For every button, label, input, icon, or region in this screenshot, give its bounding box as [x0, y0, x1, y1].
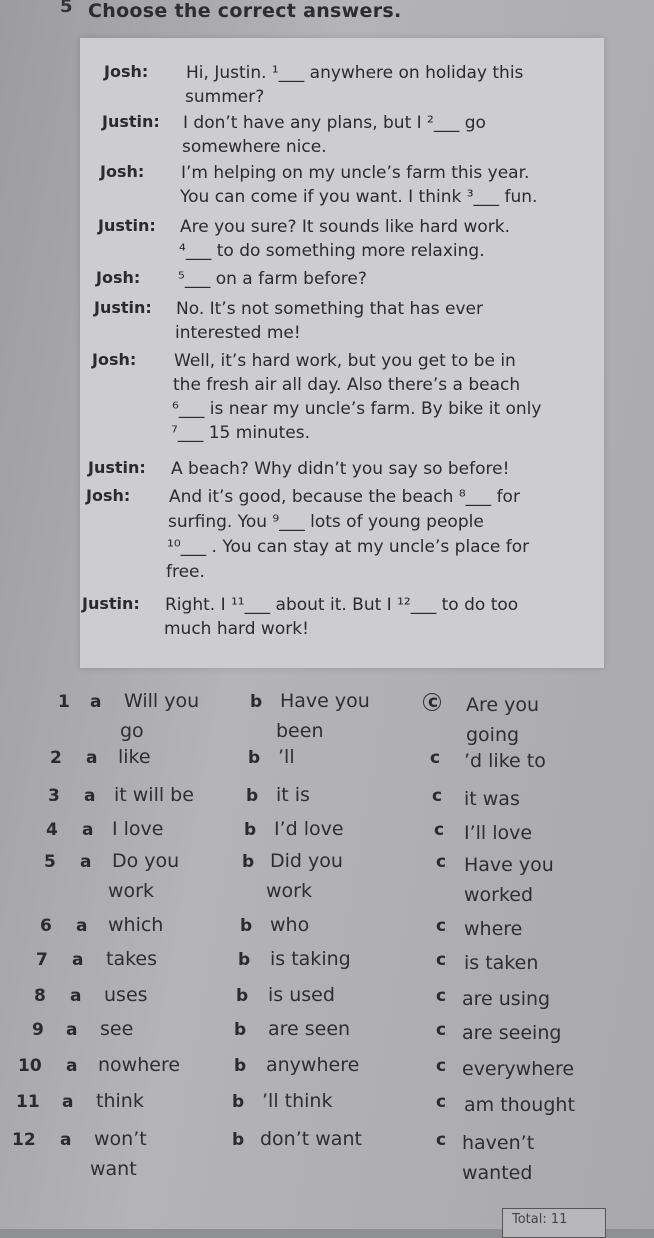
option-letter-a: a: [90, 692, 102, 712]
option-b-text: don’t want: [260, 1128, 362, 1150]
question-number: 2: [50, 748, 62, 768]
option-c-text: Are you: [466, 694, 540, 716]
dialogue-line: I don’t have any plans, but I ²___ go: [183, 113, 486, 133]
dialogue-line: somewhere nice.: [182, 137, 327, 157]
question-number: 6: [40, 916, 52, 936]
speaker-name: Josh:: [100, 162, 145, 181]
dialogue-line: Right. I ¹¹___ about it. But I ¹²___ to do too: [165, 595, 519, 615]
option-b-text: ’ll think: [262, 1090, 333, 1112]
exercise-title: Choose the correct answers.: [88, 0, 402, 22]
option-letter-a: a: [82, 820, 94, 840]
option-letter-c: c: [436, 852, 447, 872]
option-b-text: Did you: [270, 850, 343, 872]
option-letter-b: b: [232, 1130, 245, 1150]
dialogue-line: interested me!: [175, 323, 301, 343]
option-letter-c: c: [430, 748, 441, 768]
option-c-text: is taken: [464, 952, 539, 974]
option-c-text: I’ll love: [464, 822, 533, 844]
option-letter-b: b: [240, 916, 253, 936]
dialogue-line: ⁴___ to do something more relaxing.: [179, 241, 485, 261]
option-letter-b: b: [234, 1020, 247, 1040]
option-c-text: it was: [464, 788, 520, 810]
dialogue-line: free.: [166, 562, 205, 582]
question-number: 10: [18, 1056, 42, 1076]
option-c-text: where: [464, 918, 523, 940]
option-letter-c: c: [436, 1130, 447, 1150]
option-letter-c: c: [436, 916, 447, 936]
option-c-text: going: [466, 724, 520, 746]
option-a-text: it will be: [114, 784, 194, 806]
option-letter-c: c: [436, 986, 447, 1006]
dialogue-line: ¹⁰___ . You can stay at my uncle’s place for: [167, 537, 530, 557]
option-a-text: Will you: [124, 690, 200, 712]
dialogue-line: ⁷___ 15 minutes.: [171, 423, 310, 443]
option-a-text: think: [96, 1090, 144, 1112]
option-letter-a: a: [80, 852, 92, 872]
option-a-text: want: [90, 1158, 137, 1180]
dialogue-line: summer?: [185, 87, 265, 107]
option-letter-b: b: [242, 852, 255, 872]
option-c-text: haven’t: [462, 1132, 535, 1154]
option-a-text: uses: [104, 984, 148, 1006]
dialogue-line: ⁶___ is near my uncle’s farm. By bike it only: [172, 399, 542, 419]
option-letter-a: a: [72, 950, 84, 970]
option-letter-b: b: [234, 1056, 247, 1076]
option-b-text: work: [266, 880, 312, 902]
option-a-text: won’t: [94, 1128, 147, 1150]
option-c-text: are using: [462, 988, 551, 1010]
option-letter-a: a: [66, 1020, 78, 1040]
dialogue-line: Hi, Justin. ¹___ anywhere on holiday this: [186, 63, 524, 83]
speaker-name: Josh:: [104, 62, 149, 81]
speaker-name: Justin:: [82, 594, 140, 613]
option-letter-b: b: [236, 986, 249, 1006]
option-b-text: Have you: [280, 690, 370, 712]
option-c-text: are seeing: [462, 1022, 562, 1044]
option-letter-c: c: [432, 786, 443, 806]
option-letter-a: a: [86, 748, 98, 768]
speaker-name: Justin:: [98, 216, 156, 235]
option-c-text: everywhere: [462, 1058, 575, 1080]
option-letter-b: b: [246, 786, 259, 806]
dialogue-line: Well, it’s hard work, but you get to be in: [174, 351, 516, 371]
question-number: 8: [34, 986, 46, 1006]
option-c-text: ’d like to: [464, 750, 546, 772]
question-number: 4: [46, 820, 58, 840]
option-b-text: is used: [268, 984, 335, 1006]
question-number: 11: [16, 1092, 40, 1112]
option-b-text: are seen: [268, 1018, 351, 1040]
option-c-text: Have you: [464, 854, 554, 876]
option-letter-b: b: [250, 692, 263, 712]
speaker-name: Josh:: [86, 486, 131, 505]
option-c-text: am thought: [464, 1094, 575, 1116]
speaker-name: Justin:: [88, 458, 146, 477]
option-b-text: I’d love: [274, 818, 344, 840]
option-letter-a: a: [76, 916, 88, 936]
question-number: 9: [32, 1020, 44, 1040]
speaker-name: Josh:: [96, 268, 141, 287]
dialogue-line: surfing. You ⁹___ lots of young people: [168, 512, 484, 532]
dialogue-line: ⁵___ on a farm before?: [178, 269, 367, 289]
option-a-text: work: [108, 880, 154, 902]
option-a-text: go: [120, 720, 144, 742]
option-b-text: who: [270, 914, 310, 936]
dialogue-line: much hard work!: [164, 619, 309, 639]
option-c-text: wanted: [462, 1162, 533, 1184]
option-a-text: like: [118, 746, 151, 768]
option-a-text: which: [108, 914, 164, 936]
option-letter-b: b: [244, 820, 257, 840]
option-b-text: it is: [276, 784, 310, 806]
dialogue-line: A beach? Why didn’t you say so before!: [171, 459, 510, 479]
question-number: 7: [36, 950, 48, 970]
option-a-text: see: [100, 1018, 134, 1040]
exercise-number: 5: [60, 0, 73, 17]
speaker-name: Justin:: [102, 112, 160, 131]
option-b-text: is taking: [270, 948, 351, 970]
option-letter-b: b: [232, 1092, 245, 1112]
speaker-name: Justin:: [94, 298, 152, 317]
option-letter-c: c: [436, 1092, 447, 1112]
question-number: 1: [58, 692, 70, 712]
option-letter-b: b: [248, 748, 261, 768]
dialogue-line: Are you sure? It sounds like hard work.: [180, 217, 510, 237]
dialogue-line: No. It’s not something that has ever: [176, 299, 483, 319]
option-b-text: anywhere: [266, 1054, 360, 1076]
option-letter-c: c: [434, 820, 445, 840]
question-number: 12: [12, 1130, 36, 1150]
option-letter-c: c: [436, 950, 447, 970]
answer-circle: [423, 693, 441, 711]
dialogue-line: the fresh air all day. Also there’s a beach: [173, 375, 521, 395]
option-letter-a: a: [66, 1056, 78, 1076]
option-a-text: nowhere: [98, 1054, 181, 1076]
option-b-text: ’ll: [278, 746, 295, 768]
total-label: Total: 11: [512, 1212, 568, 1227]
dialogue-line: You can come if you want. I think ³___ fun.: [180, 187, 538, 207]
question-number: 3: [48, 786, 60, 806]
option-letter-a: a: [62, 1092, 74, 1112]
option-letter-a: a: [84, 786, 96, 806]
option-letter-c: c: [436, 1020, 447, 1040]
speaker-name: Josh:: [92, 350, 137, 369]
option-a-text: I love: [112, 818, 164, 840]
option-letter-a: a: [70, 986, 82, 1006]
option-letter-a: a: [60, 1130, 72, 1150]
option-letter-c: c: [436, 1056, 447, 1076]
option-letter-b: b: [238, 950, 251, 970]
option-letter-c: c: [428, 692, 439, 712]
option-b-text: been: [276, 720, 324, 742]
dialogue-line: And it’s good, because the beach ⁸___ for: [169, 487, 520, 507]
option-a-text: Do you: [112, 850, 180, 872]
dialogue-line: I’m helping on my uncle’s farm this year.: [181, 163, 530, 183]
question-number: 5: [44, 852, 56, 872]
option-c-text: worked: [464, 884, 534, 906]
option-a-text: takes: [106, 948, 158, 970]
